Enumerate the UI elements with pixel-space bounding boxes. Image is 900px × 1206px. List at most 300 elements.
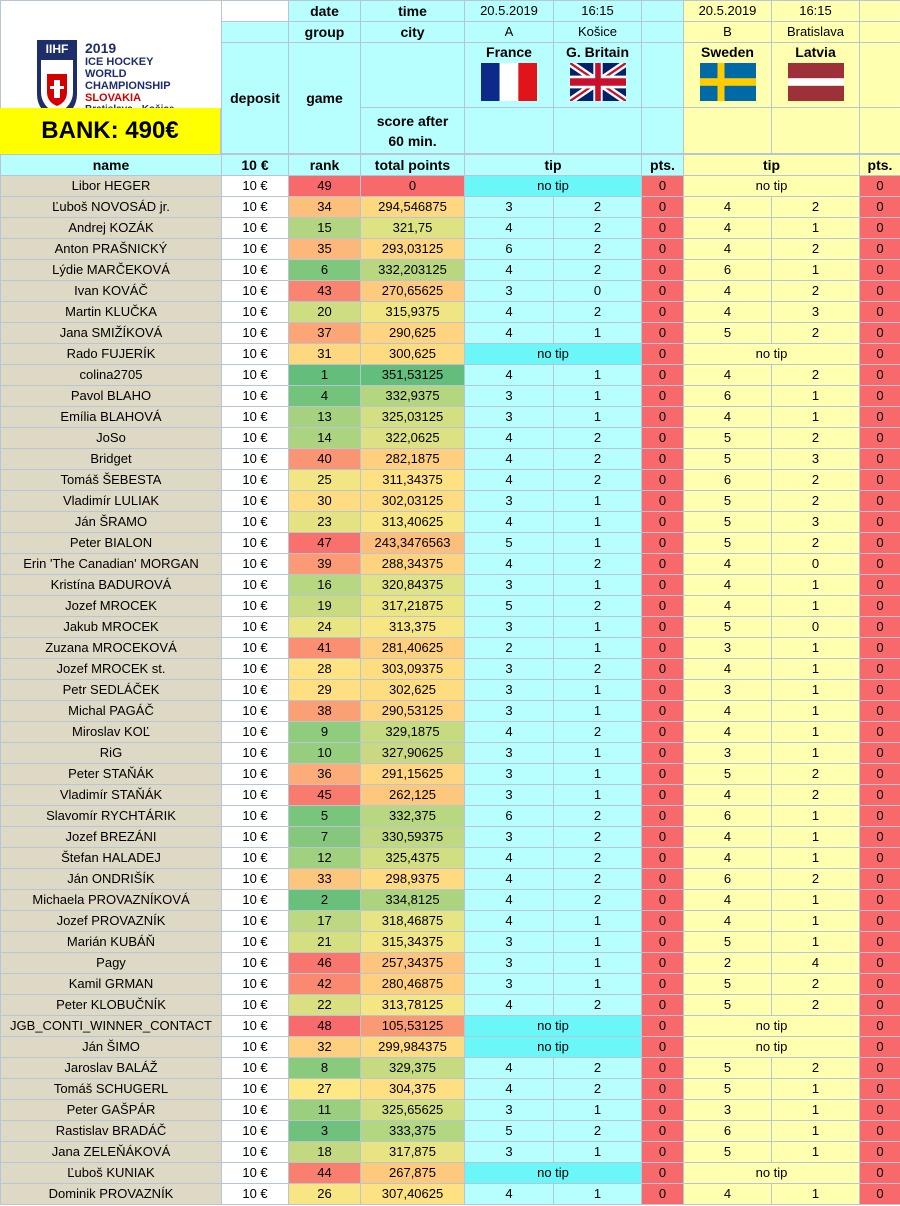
game1-tip-home[interactable]: 4 (465, 722, 554, 743)
game2-tip-home[interactable]: 6 (684, 869, 772, 890)
rank-cell[interactable]: 9 (289, 722, 361, 743)
game2-tip-home[interactable]: 4 (684, 554, 772, 575)
deposit-cell[interactable]: 10 € (222, 554, 289, 575)
game1-tip-away[interactable]: 2 (554, 470, 642, 491)
total-points-cell[interactable]: 313,40625 (361, 512, 465, 533)
game1-pts-cell[interactable]: 0 (642, 281, 684, 302)
game2-tip-home[interactable]: 4 (684, 848, 772, 869)
game2-pts-cell[interactable]: 0 (860, 1079, 900, 1100)
game2-tip-home[interactable]: 6 (684, 386, 772, 407)
game2-tip-away[interactable]: 1 (772, 1184, 860, 1205)
participant-name[interactable]: Jakub MROCEK (1, 617, 222, 638)
game1-pts-cell[interactable]: 0 (642, 701, 684, 722)
game2-tip-home[interactable]: 6 (684, 806, 772, 827)
game1-tip-home[interactable]: 3 (465, 386, 554, 407)
game1-pts-cell[interactable]: 0 (642, 806, 684, 827)
total-points-cell[interactable]: 317,875 (361, 1142, 465, 1163)
total-points-cell[interactable]: 262,125 (361, 785, 465, 806)
game2-tip-away[interactable]: 1 (772, 1100, 860, 1121)
game2-tip-home[interactable]: 4 (684, 575, 772, 596)
game1-tip-cell[interactable]: no tip (465, 1016, 642, 1037)
deposit-cell[interactable]: 10 € (222, 1121, 289, 1142)
participant-name[interactable]: Peter GAŠPÁR (1, 1100, 222, 1121)
game2-pts-cell[interactable]: 0 (860, 386, 900, 407)
rank-cell[interactable]: 3 (289, 1121, 361, 1142)
game1-pts-cell[interactable]: 0 (642, 680, 684, 701)
rank-cell[interactable]: 49 (289, 176, 361, 197)
game1-tip-home[interactable]: 3 (465, 575, 554, 596)
game1-pts-cell[interactable]: 0 (642, 1058, 684, 1079)
total-points-cell[interactable]: 318,46875 (361, 911, 465, 932)
game2-tip-home[interactable]: 4 (684, 890, 772, 911)
total-points-cell[interactable]: 290,625 (361, 323, 465, 344)
deposit-cell[interactable]: 10 € (222, 1016, 289, 1037)
participant-name[interactable]: JoSo (1, 428, 222, 449)
game1-tip-home[interactable]: 3 (465, 1142, 554, 1163)
game1-tip-home[interactable]: 6 (465, 239, 554, 260)
total-points-cell[interactable]: 302,03125 (361, 491, 465, 512)
game2-pts-cell[interactable]: 0 (860, 869, 900, 890)
game1-tip-away[interactable]: 2 (554, 428, 642, 449)
participant-name[interactable]: Anton PRAŠNICKÝ (1, 239, 222, 260)
deposit-cell[interactable]: 10 € (222, 176, 289, 197)
game2-tip-home[interactable]: 5 (684, 533, 772, 554)
game1-pts-cell[interactable]: 0 (642, 1121, 684, 1142)
game1-tip-home[interactable]: 3 (465, 764, 554, 785)
game2-pts-cell[interactable]: 0 (860, 554, 900, 575)
game2-tip-home[interactable]: 4 (684, 302, 772, 323)
game1-tip-away[interactable]: 2 (554, 659, 642, 680)
game2-tip-cell[interactable]: no tip (684, 176, 860, 197)
game2-tip-away[interactable]: 0 (772, 554, 860, 575)
game2-pts-cell[interactable]: 0 (860, 1100, 900, 1121)
game2-tip-away[interactable]: 1 (772, 806, 860, 827)
game2-tip-away[interactable]: 2 (772, 281, 860, 302)
rank-cell[interactable]: 30 (289, 491, 361, 512)
game2-tip-home[interactable]: 5 (684, 449, 772, 470)
game2-tip-away[interactable]: 2 (772, 533, 860, 554)
deposit-cell[interactable]: 10 € (222, 1079, 289, 1100)
game2-tip-away[interactable]: 1 (772, 890, 860, 911)
game2-pts-cell[interactable]: 0 (860, 470, 900, 491)
total-points-cell[interactable]: 313,375 (361, 617, 465, 638)
game1-tip-home[interactable]: 3 (465, 617, 554, 638)
participant-name[interactable]: Peter STAŇÁK (1, 764, 222, 785)
game1-pts-cell[interactable]: 0 (642, 953, 684, 974)
game2-tip-home[interactable]: 5 (684, 932, 772, 953)
game1-tip-away[interactable]: 2 (554, 302, 642, 323)
game1-pts-cell[interactable]: 0 (642, 596, 684, 617)
game1-pts-cell[interactable]: 0 (642, 197, 684, 218)
game1-tip-home[interactable]: 3 (465, 785, 554, 806)
game2-pts-cell[interactable]: 0 (860, 239, 900, 260)
deposit-cell[interactable]: 10 € (222, 596, 289, 617)
participant-name[interactable]: Pagy (1, 953, 222, 974)
game1-tip-away[interactable]: 1 (554, 974, 642, 995)
game1-tip-home[interactable]: 3 (465, 659, 554, 680)
game2-tip-home[interactable]: 5 (684, 512, 772, 533)
deposit-cell[interactable]: 10 € (222, 407, 289, 428)
game2-pts-cell[interactable]: 0 (860, 701, 900, 722)
rank-cell[interactable]: 18 (289, 1142, 361, 1163)
game2-tip-home[interactable]: 6 (684, 470, 772, 491)
total-points-cell[interactable]: 290,53125 (361, 701, 465, 722)
participant-name[interactable]: Kamil GRMAN (1, 974, 222, 995)
game1-pts-cell[interactable]: 0 (642, 239, 684, 260)
total-points-cell[interactable]: 298,9375 (361, 869, 465, 890)
rank-cell[interactable]: 39 (289, 554, 361, 575)
game2-tip-home[interactable]: 3 (684, 743, 772, 764)
game1-tip-away[interactable]: 0 (554, 281, 642, 302)
rank-cell[interactable]: 38 (289, 701, 361, 722)
rank-cell[interactable]: 21 (289, 932, 361, 953)
game1-pts-cell[interactable]: 0 (642, 1142, 684, 1163)
game2-tip-away[interactable]: 2 (772, 869, 860, 890)
game1-pts-cell[interactable]: 0 (642, 722, 684, 743)
game2-pts-cell[interactable]: 0 (860, 785, 900, 806)
game1-tip-home[interactable]: 4 (465, 260, 554, 281)
game2-tip-away[interactable]: 1 (772, 407, 860, 428)
deposit-cell[interactable]: 10 € (222, 533, 289, 554)
rank-cell[interactable]: 27 (289, 1079, 361, 1100)
rank-cell[interactable]: 6 (289, 260, 361, 281)
deposit-cell[interactable]: 10 € (222, 974, 289, 995)
game1-tip-cell[interactable]: no tip (465, 1163, 642, 1184)
game1-pts-cell[interactable]: 0 (642, 1184, 684, 1205)
total-points-cell[interactable]: 302,625 (361, 680, 465, 701)
rank-cell[interactable]: 14 (289, 428, 361, 449)
game2-tip-away[interactable]: 2 (772, 974, 860, 995)
total-points-cell[interactable]: 325,03125 (361, 407, 465, 428)
game2-tip-away[interactable]: 4 (772, 953, 860, 974)
game2-tip-home[interactable]: 4 (684, 407, 772, 428)
game1-tip-home[interactable]: 3 (465, 701, 554, 722)
game1-tip-away[interactable]: 2 (554, 827, 642, 848)
game1-tip-home[interactable]: 3 (465, 743, 554, 764)
total-points-cell[interactable]: 332,9375 (361, 386, 465, 407)
game1-tip-away[interactable]: 2 (554, 1121, 642, 1142)
game2-tip-away[interactable]: 1 (772, 659, 860, 680)
game1-tip-home[interactable]: 5 (465, 1121, 554, 1142)
total-points-cell[interactable]: 293,03125 (361, 239, 465, 260)
game2-pts-cell[interactable]: 0 (860, 911, 900, 932)
deposit-cell[interactable]: 10 € (222, 911, 289, 932)
game1-tip-home[interactable]: 4 (465, 911, 554, 932)
game2-tip-home[interactable]: 5 (684, 428, 772, 449)
deposit-cell[interactable]: 10 € (222, 344, 289, 365)
participant-name[interactable]: Jana SMIŽÍKOVÁ (1, 323, 222, 344)
game2-pts-cell[interactable]: 0 (860, 491, 900, 512)
game1-tip-away[interactable]: 1 (554, 932, 642, 953)
rank-cell[interactable]: 40 (289, 449, 361, 470)
participant-name[interactable]: Libor HEGER (1, 176, 222, 197)
participant-name[interactable]: RiG (1, 743, 222, 764)
game2-pts-cell[interactable]: 0 (860, 1037, 900, 1058)
deposit-cell[interactable]: 10 € (222, 848, 289, 869)
deposit-cell[interactable]: 10 € (222, 953, 289, 974)
total-points-cell[interactable]: 334,8125 (361, 890, 465, 911)
total-points-cell[interactable]: 105,53125 (361, 1016, 465, 1037)
game1-tip-home[interactable]: 4 (465, 428, 554, 449)
deposit-cell[interactable]: 10 € (222, 890, 289, 911)
game2-tip-away[interactable]: 1 (772, 743, 860, 764)
total-points-cell[interactable]: 280,46875 (361, 974, 465, 995)
participant-name[interactable]: Andrej KOZÁK (1, 218, 222, 239)
game2-tip-away[interactable]: 2 (772, 365, 860, 386)
total-points-cell[interactable]: 321,75 (361, 218, 465, 239)
game2-pts-cell[interactable]: 0 (860, 995, 900, 1016)
participant-name[interactable]: Ján ŠRAMO (1, 512, 222, 533)
participant-name[interactable]: Marián KUBÁŇ (1, 932, 222, 953)
game2-tip-away[interactable]: 1 (772, 911, 860, 932)
game2-tip-home[interactable]: 5 (684, 323, 772, 344)
deposit-cell[interactable]: 10 € (222, 827, 289, 848)
rank-cell[interactable]: 26 (289, 1184, 361, 1205)
deposit-cell[interactable]: 10 € (222, 722, 289, 743)
game2-pts-cell[interactable]: 0 (860, 323, 900, 344)
game2-tip-home[interactable]: 4 (684, 365, 772, 386)
rank-cell[interactable]: 12 (289, 848, 361, 869)
total-points-cell[interactable]: 300,625 (361, 344, 465, 365)
total-points-cell[interactable]: 325,4375 (361, 848, 465, 869)
participant-name[interactable]: Vladimír STAŇÁK (1, 785, 222, 806)
game1-pts-cell[interactable]: 0 (642, 869, 684, 890)
participant-name[interactable]: Martin KLUČKA (1, 302, 222, 323)
rank-cell[interactable]: 35 (289, 239, 361, 260)
deposit-cell[interactable]: 10 € (222, 995, 289, 1016)
game1-pts-cell[interactable]: 0 (642, 365, 684, 386)
total-points-cell[interactable]: 325,65625 (361, 1100, 465, 1121)
game1-tip-away[interactable]: 1 (554, 911, 642, 932)
game1-pts-cell[interactable]: 0 (642, 848, 684, 869)
deposit-cell[interactable]: 10 € (222, 785, 289, 806)
total-points-cell[interactable]: 257,34375 (361, 953, 465, 974)
game1-tip-away[interactable]: 1 (554, 785, 642, 806)
deposit-cell[interactable]: 10 € (222, 512, 289, 533)
game2-tip-home[interactable]: 5 (684, 764, 772, 785)
total-points-cell[interactable]: 329,375 (361, 1058, 465, 1079)
deposit-cell[interactable]: 10 € (222, 281, 289, 302)
game1-pts-cell[interactable]: 0 (642, 218, 684, 239)
deposit-cell[interactable]: 10 € (222, 743, 289, 764)
deposit-cell[interactable]: 10 € (222, 1163, 289, 1184)
game1-pts-cell[interactable]: 0 (642, 890, 684, 911)
rank-cell[interactable]: 31 (289, 344, 361, 365)
game2-tip-away[interactable]: 1 (772, 701, 860, 722)
game1-pts-cell[interactable]: 0 (642, 323, 684, 344)
game2-pts-cell[interactable]: 0 (860, 1121, 900, 1142)
total-points-cell[interactable]: 320,84375 (361, 575, 465, 596)
deposit-cell[interactable]: 10 € (222, 575, 289, 596)
total-points-cell[interactable]: 330,59375 (361, 827, 465, 848)
rank-cell[interactable]: 16 (289, 575, 361, 596)
game1-tip-home[interactable]: 4 (465, 869, 554, 890)
game2-tip-home[interactable]: 4 (684, 911, 772, 932)
game2-pts-cell[interactable]: 0 (860, 533, 900, 554)
game2-pts-cell[interactable]: 0 (860, 365, 900, 386)
deposit-cell[interactable]: 10 € (222, 1142, 289, 1163)
game2-tip-home[interactable]: 5 (684, 1079, 772, 1100)
rank-cell[interactable]: 22 (289, 995, 361, 1016)
game1-pts-cell[interactable]: 0 (642, 470, 684, 491)
game1-tip-home[interactable]: 3 (465, 407, 554, 428)
game2-tip-away[interactable]: 2 (772, 785, 860, 806)
game2-pts-cell[interactable]: 0 (860, 806, 900, 827)
game1-tip-home[interactable]: 3 (465, 974, 554, 995)
game1-pts-cell[interactable]: 0 (642, 491, 684, 512)
game1-tip-away[interactable]: 2 (554, 197, 642, 218)
rank-cell[interactable]: 48 (289, 1016, 361, 1037)
deposit-cell[interactable]: 10 € (222, 869, 289, 890)
game2-pts-cell[interactable]: 0 (860, 953, 900, 974)
game1-tip-home[interactable]: 3 (465, 827, 554, 848)
participant-name[interactable]: Ľuboš NOVOSÁD jr. (1, 197, 222, 218)
rank-cell[interactable]: 20 (289, 302, 361, 323)
game2-pts-cell[interactable]: 0 (860, 197, 900, 218)
deposit-cell[interactable]: 10 € (222, 428, 289, 449)
rank-cell[interactable]: 41 (289, 638, 361, 659)
game1-tip-away[interactable]: 1 (554, 533, 642, 554)
game1-tip-away[interactable]: 1 (554, 764, 642, 785)
game1-tip-away[interactable]: 1 (554, 323, 642, 344)
game2-pts-cell[interactable]: 0 (860, 1163, 900, 1184)
game1-tip-away[interactable]: 1 (554, 386, 642, 407)
game2-tip-away[interactable]: 0 (772, 617, 860, 638)
game1-tip-away[interactable]: 1 (554, 407, 642, 428)
game2-tip-away[interactable]: 1 (772, 722, 860, 743)
total-points-cell[interactable]: 332,203125 (361, 260, 465, 281)
game2-tip-away[interactable]: 2 (772, 470, 860, 491)
total-points-cell[interactable]: 281,40625 (361, 638, 465, 659)
participant-name[interactable]: Ivan KOVÁČ (1, 281, 222, 302)
game2-tip-home[interactable]: 6 (684, 1121, 772, 1142)
game1-tip-away[interactable]: 2 (554, 869, 642, 890)
rank-cell[interactable]: 46 (289, 953, 361, 974)
game1-pts-cell[interactable]: 0 (642, 533, 684, 554)
deposit-cell[interactable]: 10 € (222, 1184, 289, 1205)
total-points-cell[interactable]: 333,375 (361, 1121, 465, 1142)
deposit-cell[interactable]: 10 € (222, 218, 289, 239)
game1-tip-away[interactable]: 1 (554, 1100, 642, 1121)
total-points-cell[interactable]: 315,34375 (361, 932, 465, 953)
game1-tip-away[interactable]: 2 (554, 449, 642, 470)
game1-tip-home[interactable]: 4 (465, 995, 554, 1016)
game1-tip-away[interactable]: 2 (554, 1079, 642, 1100)
participant-name[interactable]: Miroslav KOĽ (1, 722, 222, 743)
game1-tip-cell[interactable]: no tip (465, 1037, 642, 1058)
game1-pts-cell[interactable]: 0 (642, 1037, 684, 1058)
game1-tip-cell[interactable]: no tip (465, 176, 642, 197)
game1-pts-cell[interactable]: 0 (642, 512, 684, 533)
game1-tip-away[interactable]: 2 (554, 596, 642, 617)
deposit-cell[interactable]: 10 € (222, 617, 289, 638)
game2-pts-cell[interactable]: 0 (860, 680, 900, 701)
game1-pts-cell[interactable]: 0 (642, 260, 684, 281)
game2-tip-home[interactable]: 4 (684, 659, 772, 680)
rank-cell[interactable]: 24 (289, 617, 361, 638)
total-points-cell[interactable]: 243,3476563 (361, 533, 465, 554)
total-points-cell[interactable]: 329,1875 (361, 722, 465, 743)
game2-tip-cell[interactable]: no tip (684, 1037, 860, 1058)
participant-name[interactable]: Štefan HALADEJ (1, 848, 222, 869)
rank-cell[interactable]: 43 (289, 281, 361, 302)
game2-pts-cell[interactable]: 0 (860, 428, 900, 449)
game1-tip-away[interactable]: 2 (554, 890, 642, 911)
game1-tip-home[interactable]: 4 (465, 512, 554, 533)
participant-name[interactable]: Slavomír RYCHTÁRIK (1, 806, 222, 827)
game1-pts-cell[interactable]: 0 (642, 302, 684, 323)
rank-cell[interactable]: 8 (289, 1058, 361, 1079)
participant-name[interactable]: Petr SEDLÁČEK (1, 680, 222, 701)
rank-cell[interactable]: 7 (289, 827, 361, 848)
participant-name[interactable]: JGB_CONTI_WINNER_CONTACT (1, 1016, 222, 1037)
game1-tip-home[interactable]: 4 (465, 1079, 554, 1100)
game1-tip-home[interactable]: 4 (465, 323, 554, 344)
deposit-cell[interactable]: 10 € (222, 470, 289, 491)
game2-tip-away[interactable]: 2 (772, 995, 860, 1016)
game1-tip-away[interactable]: 2 (554, 1058, 642, 1079)
participant-name[interactable]: Jana ZELEŇÁKOVÁ (1, 1142, 222, 1163)
game1-pts-cell[interactable]: 0 (642, 827, 684, 848)
participant-name[interactable]: Jozef BREZÁNI (1, 827, 222, 848)
game2-tip-away[interactable]: 2 (772, 239, 860, 260)
game1-tip-home[interactable]: 3 (465, 197, 554, 218)
game2-tip-home[interactable]: 4 (684, 281, 772, 302)
game1-tip-away[interactable]: 2 (554, 554, 642, 575)
game2-tip-away[interactable]: 2 (772, 428, 860, 449)
game2-pts-cell[interactable]: 0 (860, 512, 900, 533)
participant-name[interactable]: Emília BLAHOVÁ (1, 407, 222, 428)
participant-name[interactable]: Peter KLOBUČNÍK (1, 995, 222, 1016)
game1-pts-cell[interactable]: 0 (642, 1100, 684, 1121)
participant-name[interactable]: Kristína BADUROVÁ (1, 575, 222, 596)
game1-pts-cell[interactable]: 0 (642, 764, 684, 785)
game2-tip-home[interactable]: 4 (684, 197, 772, 218)
game2-tip-away[interactable]: 1 (772, 575, 860, 596)
participant-name[interactable]: Jozef MROCEK (1, 596, 222, 617)
game1-tip-home[interactable]: 4 (465, 554, 554, 575)
deposit-cell[interactable]: 10 € (222, 1037, 289, 1058)
game2-tip-cell[interactable]: no tip (684, 344, 860, 365)
game2-tip-home[interactable]: 3 (684, 638, 772, 659)
rank-cell[interactable]: 32 (289, 1037, 361, 1058)
game2-pts-cell[interactable]: 0 (860, 407, 900, 428)
game2-tip-away[interactable]: 1 (772, 680, 860, 701)
game1-pts-cell[interactable]: 0 (642, 407, 684, 428)
deposit-cell[interactable]: 10 € (222, 701, 289, 722)
deposit-cell[interactable]: 10 € (222, 932, 289, 953)
game1-tip-away[interactable]: 1 (554, 1184, 642, 1205)
game1-tip-home[interactable]: 4 (465, 848, 554, 869)
game1-tip-home[interactable]: 2 (465, 638, 554, 659)
game2-pts-cell[interactable]: 0 (860, 449, 900, 470)
game2-pts-cell[interactable]: 0 (860, 638, 900, 659)
game2-tip-home[interactable]: 5 (684, 995, 772, 1016)
total-points-cell[interactable]: 327,90625 (361, 743, 465, 764)
game2-tip-home[interactable]: 4 (684, 722, 772, 743)
total-points-cell[interactable]: 317,21875 (361, 596, 465, 617)
total-points-cell[interactable]: 322,0625 (361, 428, 465, 449)
game1-pts-cell[interactable]: 0 (642, 785, 684, 806)
game1-tip-home[interactable]: 3 (465, 953, 554, 974)
rank-cell[interactable]: 25 (289, 470, 361, 491)
total-points-cell[interactable]: 270,65625 (361, 281, 465, 302)
game2-pts-cell[interactable]: 0 (860, 848, 900, 869)
deposit-cell[interactable]: 10 € (222, 1100, 289, 1121)
game2-tip-away[interactable]: 2 (772, 491, 860, 512)
deposit-cell[interactable]: 10 € (222, 449, 289, 470)
game1-tip-away[interactable]: 2 (554, 722, 642, 743)
